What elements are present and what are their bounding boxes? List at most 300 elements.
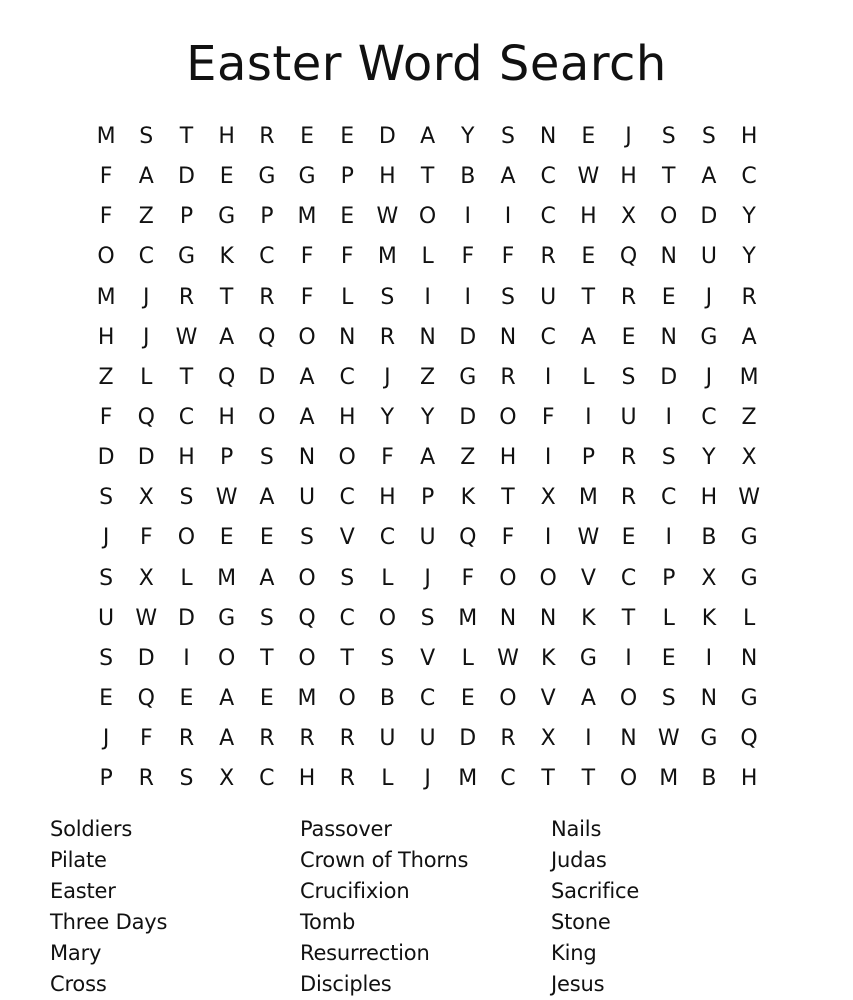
grid-letter: M (659, 766, 679, 792)
grid-letter: K (540, 645, 556, 671)
grid-letter: O (418, 204, 437, 230)
grid-letter: D (459, 405, 477, 431)
grid-letter: E (179, 686, 194, 712)
grid-letter: I (464, 204, 472, 230)
grid-letter: R (259, 726, 275, 752)
grid-letter: E (340, 124, 355, 150)
grid-letter: Y (461, 124, 475, 150)
grid-letter: D (97, 445, 115, 471)
grid-letter: D (459, 324, 477, 350)
grid-letter: C (500, 766, 516, 792)
grid-letter: D (177, 164, 195, 190)
grid-letter: G (740, 686, 758, 712)
grid-letter: F (381, 445, 394, 471)
grid-letter: L (662, 605, 675, 631)
word-list-column-1 (50, 814, 167, 1000)
grid-letter: E (621, 324, 636, 350)
grid-letter: V (339, 525, 355, 551)
grid-letter: M (217, 565, 237, 591)
grid-letter: J (143, 324, 150, 350)
grid-letter: G (298, 164, 316, 190)
grid-letter: C (138, 244, 154, 270)
grid-letter: E (661, 645, 676, 671)
grid-letter: R (620, 445, 637, 471)
grid-letter: P (179, 204, 194, 230)
grid-letter: V (420, 645, 436, 671)
word-item: Jesus (551, 972, 605, 996)
grid-letter: O (539, 565, 557, 591)
grid-letter: H (218, 124, 235, 150)
grid-letter: B (460, 164, 476, 190)
grid-letter: E (219, 525, 234, 551)
grid-letter: I (504, 204, 512, 230)
grid-letter: D (459, 726, 477, 752)
grid-letter: G (218, 605, 236, 631)
grid-letter: F (541, 405, 555, 431)
grid-letter: T (581, 766, 596, 792)
grid-letter: F (340, 244, 354, 270)
grid-letter: E (621, 525, 636, 551)
grid-letter: Y (742, 204, 756, 230)
grid-letter: A (219, 726, 235, 752)
grid-letter: I (665, 405, 672, 431)
grid-letter: R (138, 766, 154, 792)
grid-letter: E (460, 686, 475, 712)
grid-letter: F (99, 204, 113, 230)
grid-letter: F (461, 565, 475, 591)
grid-letter: L (742, 605, 756, 631)
grid-letter: J (424, 766, 431, 792)
grid-letter: Q (217, 364, 236, 390)
grid-letter: O (217, 645, 236, 671)
grid-letter: E (259, 686, 274, 712)
grid-letter: Z (741, 405, 757, 431)
grid-letter: X (138, 565, 154, 591)
grid-letter: F (300, 244, 314, 270)
grid-letter: R (741, 284, 757, 310)
grid-letter: L (381, 766, 394, 792)
grid-letter: P (662, 565, 676, 591)
grid-letter: E (661, 284, 676, 310)
grid-letter: N (298, 445, 316, 471)
grid-letter: C (661, 485, 677, 511)
grid-letter: S (99, 645, 114, 671)
word-item: Resurrection (300, 941, 430, 965)
grid-letter: P (220, 445, 234, 471)
grid-letter: J (424, 565, 431, 591)
grid-letter: X (138, 485, 154, 511)
grid-letter: M (96, 284, 116, 310)
grid-letter: S (179, 485, 194, 511)
grid-letter: H (620, 164, 637, 190)
grid-letter: L (381, 565, 394, 591)
grid-letter: J (102, 726, 110, 752)
grid-letter: S (99, 485, 114, 511)
grid-letter: C (540, 204, 556, 230)
grid-letter: S (139, 124, 154, 150)
grid-letter: F (139, 525, 153, 551)
grid-letter: J (102, 525, 110, 551)
grid-letter: M (458, 766, 478, 792)
grid-letter: H (700, 485, 718, 511)
grid-letter: T (581, 284, 596, 310)
grid-letter: C (540, 324, 556, 350)
grid-letter: H (499, 445, 517, 471)
grid-letter: S (380, 284, 395, 310)
grid-letter: O (298, 565, 316, 591)
grid-letter: M (458, 605, 478, 631)
grid-letter: H (379, 485, 396, 511)
grid-letter: O (258, 405, 276, 431)
grid-letter: S (99, 565, 114, 591)
grid-letter: W (657, 726, 680, 752)
grid-letter: Q (298, 605, 316, 631)
grid-letter: G (218, 204, 236, 230)
grid-letter: O (499, 686, 517, 712)
grid-letter: I (585, 726, 592, 752)
grid-letter: K (701, 605, 717, 631)
grid-letter: G (579, 645, 597, 671)
grid-letter: Y (380, 405, 395, 431)
grid-letter: L (461, 645, 474, 671)
grid-letter: W (497, 645, 519, 671)
grid-letter: U (379, 726, 396, 752)
grid-letter: N (660, 324, 677, 350)
grid-letter: Q (137, 686, 155, 712)
grid-letter: D (700, 204, 718, 230)
grid-letter: S (661, 686, 676, 712)
grid-letter: Q (137, 405, 155, 431)
word-item: Mary (50, 941, 102, 965)
grid-letter: O (378, 605, 397, 631)
grid-letter: W (376, 204, 399, 230)
grid-letter: H (218, 405, 235, 431)
grid-letter: W (577, 525, 600, 551)
grid-letter: R (379, 324, 396, 350)
grid-letter: R (500, 364, 516, 390)
grid-letter: E (340, 204, 355, 230)
grid-letter: I (544, 445, 552, 471)
grid-letter: Z (138, 204, 154, 230)
grid-letter: R (178, 726, 195, 752)
grid-letter: H (178, 445, 195, 471)
grid-letter: S (259, 445, 274, 471)
grid-letter: C (259, 244, 275, 270)
grid-letter: P (581, 445, 595, 471)
grid-letter: A (219, 324, 235, 350)
grid-letter: H (740, 124, 758, 150)
grid-letter: B (701, 766, 717, 792)
grid-letter: G (700, 726, 718, 752)
grid-letter: K (219, 244, 234, 270)
grid-letter: A (580, 324, 596, 350)
grid-letter: S (621, 364, 636, 390)
grid-letter: O (97, 244, 115, 270)
grid-letter: P (420, 485, 435, 511)
grid-letter: J (705, 364, 713, 390)
grid-letter: G (700, 324, 718, 350)
grid-letter: L (341, 284, 354, 310)
grid-letter: S (259, 605, 274, 631)
grid-letter: V (580, 565, 596, 591)
grid-letter: S (661, 124, 676, 150)
grid-letter: N (539, 124, 557, 150)
grid-letter: O (177, 525, 196, 551)
grid-letter: Y (702, 445, 716, 471)
grid-letter: A (420, 445, 436, 471)
grid-letter: S (661, 445, 676, 471)
grid-letter: R (540, 244, 556, 270)
grid-letter: D (258, 364, 276, 390)
grid-letter: G (177, 244, 195, 270)
word-item: Easter (50, 879, 116, 903)
grid-letter: U (419, 525, 436, 551)
grid-letter: I (665, 525, 672, 551)
grid-letter: X (540, 485, 556, 511)
grid-letter: T (661, 164, 676, 190)
grid-letter: W (215, 485, 238, 511)
grid-letter: D (660, 364, 678, 390)
grid-letter: I (464, 284, 472, 310)
grid-letter: F (139, 726, 153, 752)
grid-letter: F (99, 164, 113, 190)
grid-letter: S (701, 124, 716, 150)
grid-letter: T (219, 284, 234, 310)
word-item: Passover (300, 817, 392, 841)
grid-letter: B (379, 686, 395, 712)
grid-letter: N (620, 726, 637, 752)
grid-letter: F (99, 405, 113, 431)
grid-letter: H (740, 766, 758, 792)
grid-letter: L (582, 364, 595, 390)
grid-letter: G (258, 164, 276, 190)
grid-letter: W (738, 485, 760, 511)
grid-letter: F (300, 284, 314, 310)
word-item: Cross (50, 972, 107, 996)
grid-letter: H (580, 204, 597, 230)
grid-letter: D (378, 124, 396, 150)
grid-letter: R (339, 766, 355, 792)
grid-letter: X (741, 445, 757, 471)
grid-letter: A (420, 124, 436, 150)
word-item: Soldiers (50, 817, 133, 841)
grid-letter: T (501, 485, 515, 511)
grid-letter: C (540, 164, 556, 190)
grid-letter: T (420, 164, 435, 190)
grid-letter: D (177, 605, 195, 631)
grid-letter: S (300, 525, 315, 551)
grid-letter: X (540, 726, 556, 752)
grid-letter: O (298, 324, 316, 350)
grid-letter: E (99, 686, 114, 712)
grid-letter: J (384, 364, 391, 390)
grid-letter: T (340, 645, 354, 671)
grid-letter: I (424, 284, 431, 310)
grid-letter: A (500, 164, 516, 190)
word-item: Crown of Thorns (300, 848, 469, 872)
grid-letter: P (99, 766, 113, 792)
grid-letter: Z (460, 445, 476, 471)
grid-letter: C (259, 766, 275, 792)
grid-letter: G (740, 525, 758, 551)
grid-letter: C (339, 485, 355, 511)
grid-letter: U (419, 726, 436, 752)
word-item: Three Days (50, 910, 168, 934)
grid-letter: I (705, 645, 713, 671)
grid-letter: O (338, 445, 356, 471)
grid-letter: H (97, 324, 115, 350)
grid-letter: Q (459, 525, 477, 551)
grid-letter: I (625, 645, 632, 671)
grid-letter: R (500, 726, 516, 752)
grid-letter: S (340, 565, 355, 591)
grid-letter: O (499, 565, 517, 591)
grid-letter: N (499, 605, 517, 631)
grid-letter: G (740, 565, 758, 591)
grid-letter: R (620, 284, 637, 310)
grid-letter: M (297, 204, 317, 230)
grid-letter: M (578, 485, 598, 511)
grid-letter: Z (420, 364, 436, 390)
grid-letter: Y (742, 244, 756, 270)
grid-letter: N (338, 324, 356, 350)
grid-letter: D (137, 445, 155, 471)
grid-letter: S (500, 124, 515, 150)
grid-letter: O (619, 766, 638, 792)
grid-letter: H (298, 766, 316, 792)
grid-letter: N (740, 645, 758, 671)
grid-letter: C (178, 405, 195, 431)
grid-letter: U (620, 405, 637, 431)
grid-letter: A (701, 164, 717, 190)
grid-letter: U (298, 485, 316, 511)
grid-letter: F (501, 244, 515, 270)
grid-letter: E (300, 124, 314, 150)
grid-letter: E (581, 124, 596, 150)
grid-letter: M (96, 124, 116, 150)
grid-letter: P (340, 164, 354, 190)
letter-grid (86, 117, 769, 799)
grid-letter: C (379, 525, 396, 551)
grid-letter: I (183, 645, 190, 671)
word-item: Sacrifice (551, 879, 640, 903)
grid-letter: Y (420, 405, 435, 431)
grid-letter: K (460, 485, 475, 511)
grid-letter: V (540, 686, 556, 712)
word-item: Judas (551, 848, 607, 872)
grid-letter: G (459, 364, 477, 390)
grid-letter: A (138, 164, 154, 190)
grid-letter: T (260, 645, 274, 671)
grid-letter: R (299, 726, 315, 752)
grid-letter: C (701, 405, 717, 431)
word-item: Stone (551, 910, 611, 934)
grid-letter: T (621, 605, 636, 631)
grid-letter: A (580, 686, 596, 712)
grid-letter: D (137, 645, 155, 671)
grid-letter: J (625, 124, 632, 150)
word-list (0, 814, 853, 1000)
grid-letter: C (620, 565, 637, 591)
grid-letter: C (419, 686, 436, 712)
grid-letter: X (701, 565, 717, 591)
grid-letter: U (98, 605, 115, 631)
word-item: Crucifixion (300, 879, 410, 903)
grid-letter: M (377, 244, 397, 270)
grid-letter: X (219, 766, 235, 792)
grid-letter: Q (258, 324, 276, 350)
grid-letter: A (299, 405, 315, 431)
grid-letter: J (705, 284, 713, 310)
word-item: King (551, 941, 597, 965)
grid-letter: O (619, 686, 638, 712)
grid-letter: A (259, 565, 275, 591)
grid-letter: M (739, 364, 759, 390)
grid-letter: C (741, 164, 757, 190)
grid-letter: O (298, 645, 316, 671)
grid-letter: U (700, 244, 717, 270)
grid-letter: Q (619, 244, 638, 270)
grid-letter: J (143, 284, 150, 310)
grid-letter: Q (740, 726, 758, 752)
grid-letter: A (259, 485, 275, 511)
word-item: Disciples (300, 972, 392, 996)
grid-letter: N (700, 686, 718, 712)
grid-letter: S (179, 766, 194, 792)
grid-letter: E (581, 244, 596, 270)
grid-letter: O (338, 686, 356, 712)
grid-letter: I (544, 525, 552, 551)
grid-letter: N (539, 605, 557, 631)
grid-letter: E (259, 525, 274, 551)
grid-letter: T (179, 124, 194, 150)
grid-letter: H (338, 405, 356, 431)
grid-letter: F (501, 525, 515, 551)
grid-letter: P (260, 204, 274, 230)
grid-letter: O (499, 405, 517, 431)
grid-letter: L (421, 244, 434, 270)
grid-letter: N (419, 324, 436, 350)
grid-letter: R (620, 485, 637, 511)
grid-letter: R (178, 284, 195, 310)
grid-letter: A (741, 324, 757, 350)
grid-letter: R (339, 726, 355, 752)
grid-letter: B (701, 525, 717, 551)
word-item: Pilate (50, 848, 107, 872)
grid-letter: C (339, 364, 355, 390)
grid-letter: I (585, 405, 592, 431)
grid-letter: N (499, 324, 517, 350)
grid-letter: X (620, 204, 637, 230)
word-list-column-2 (300, 814, 468, 1000)
grid-letter: F (461, 244, 475, 270)
grid-letter: W (577, 164, 600, 190)
grid-letter: T (179, 364, 194, 390)
grid-letter: H (379, 164, 396, 190)
grid-letter: R (259, 284, 275, 310)
grid-letter: O (660, 204, 678, 230)
page-title: Easter Word Search (186, 36, 667, 92)
grid-letter: A (219, 686, 235, 712)
grid-letter: T (541, 766, 555, 792)
grid-letter: R (259, 124, 275, 150)
grid-letter: N (660, 244, 677, 270)
grid-letter: K (581, 605, 596, 631)
grid-letter: W (175, 324, 198, 350)
word-item: Tomb (300, 910, 356, 934)
grid-letter: S (500, 284, 515, 310)
word-item: Nails (551, 817, 602, 841)
